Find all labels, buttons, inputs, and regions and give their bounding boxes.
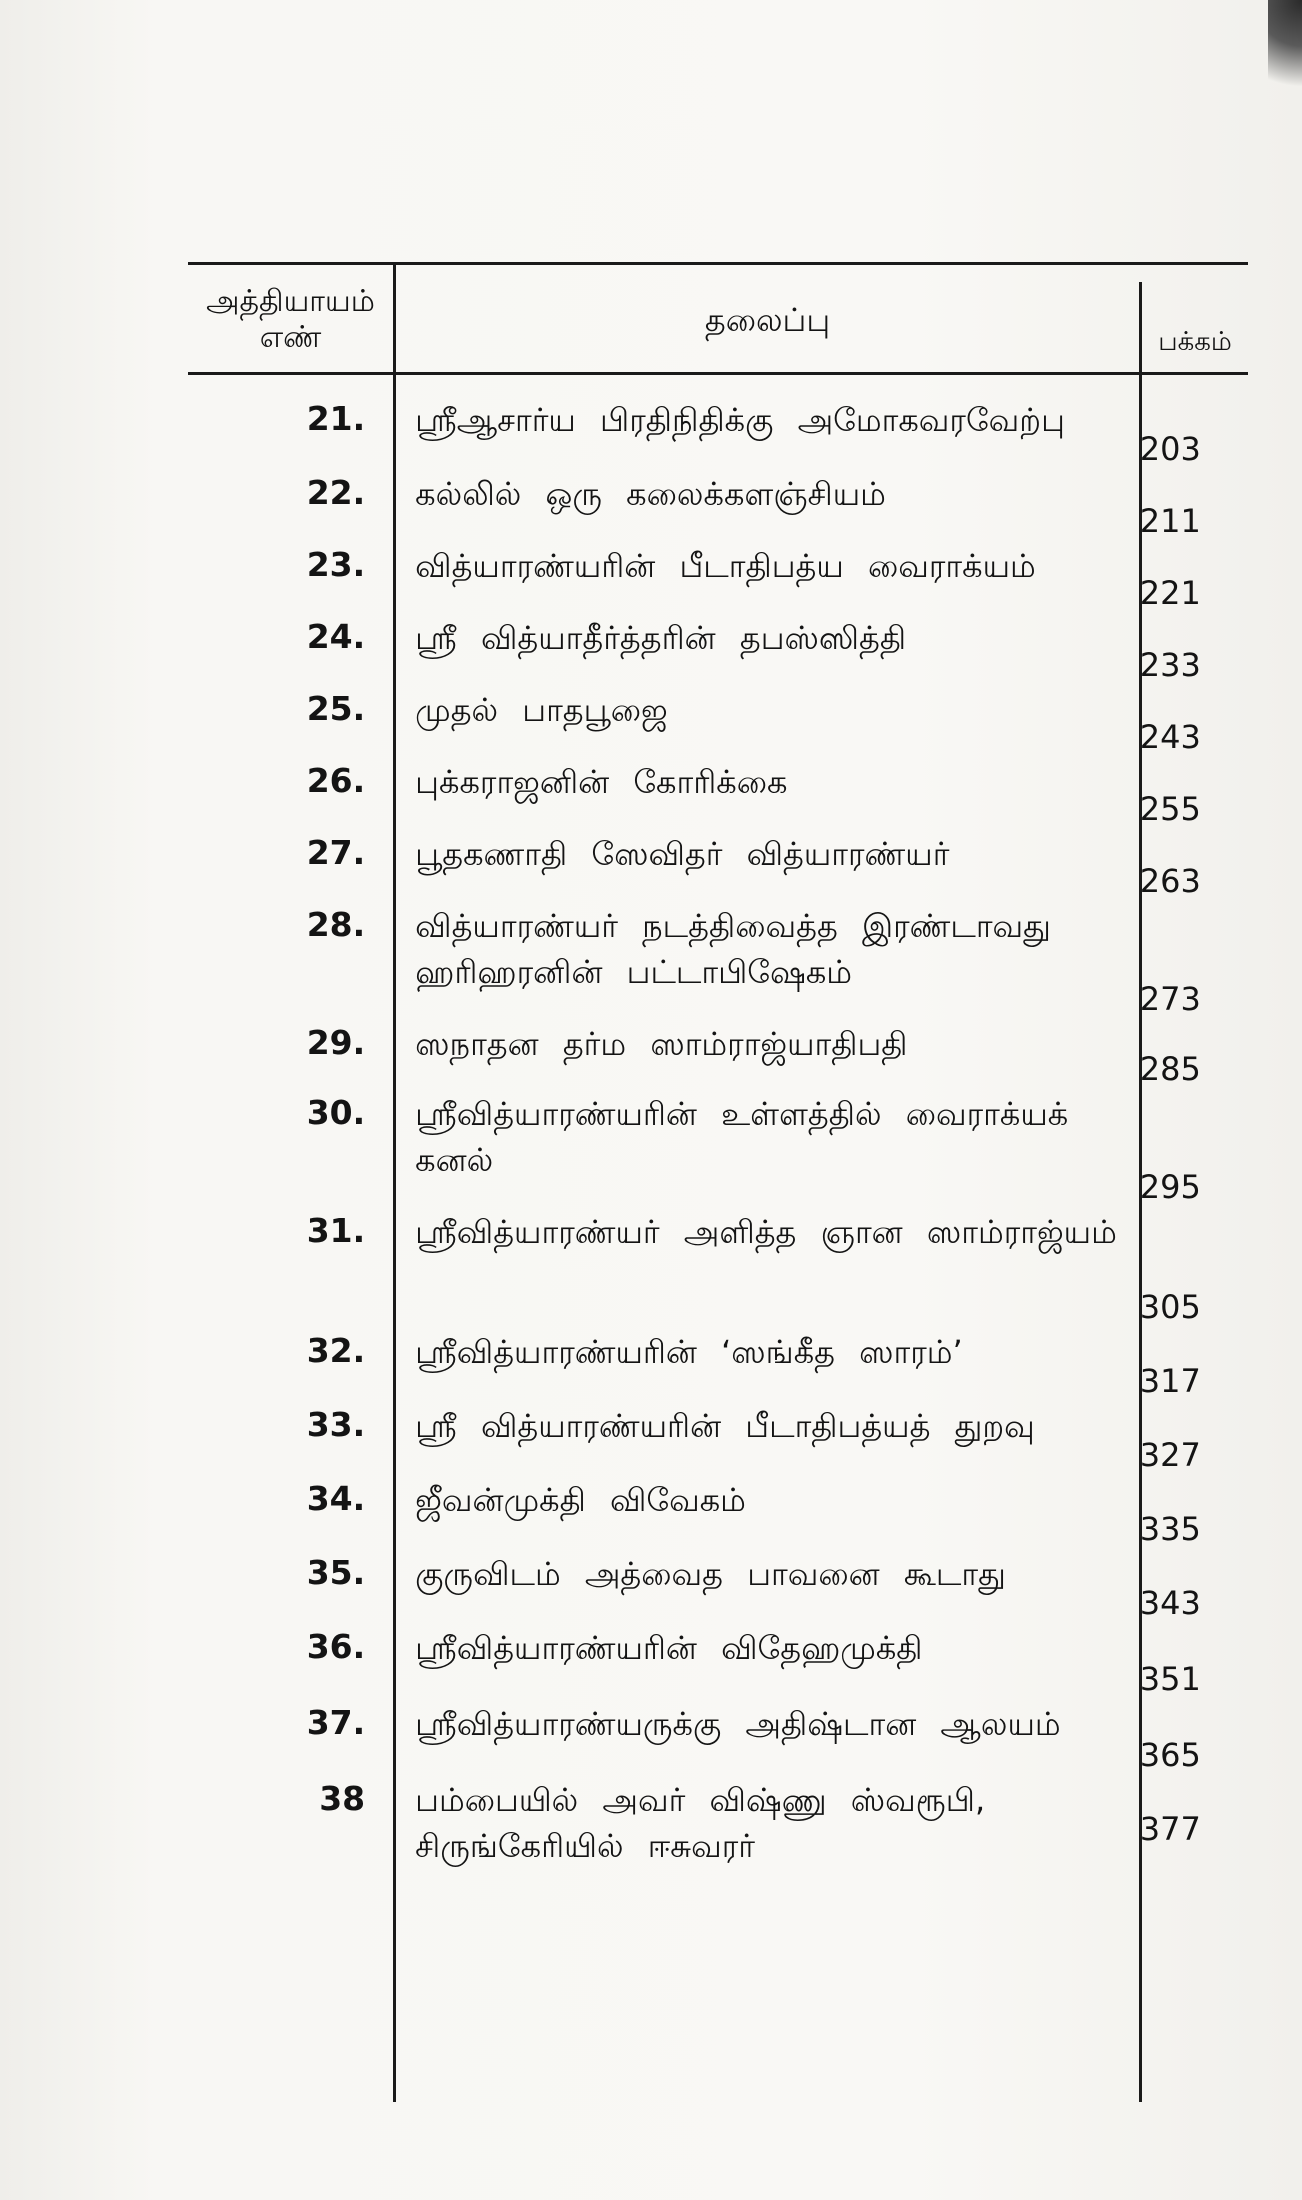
chapter-title: முதல் பாதபூஜை xyxy=(415,691,668,729)
toc-row xyxy=(188,1091,1248,1209)
chapter-number: 24. xyxy=(306,617,366,656)
toc-row xyxy=(188,1551,1248,1625)
chapter-title: வித்யாரண்யர் நடத்திவைத்த இரண்டாவது ஹரிஹரனின் பட்டாபிஷேகம் xyxy=(415,907,1051,991)
chapter-number: 28. xyxy=(306,905,366,944)
chapter-number: 26. xyxy=(306,761,366,800)
page-number: 351 xyxy=(1139,1660,1201,1698)
chapter-number: 25. xyxy=(306,689,366,728)
page-number: 305 xyxy=(1139,1288,1201,1326)
toc-row xyxy=(188,1625,1248,1701)
chapter-title: ஸநாதன தர்ம ஸாம்ராஜ்யாதிபதி xyxy=(415,1025,908,1063)
page-number: 343 xyxy=(1139,1584,1201,1622)
toc-row xyxy=(188,615,1248,687)
toc-rows xyxy=(188,397,1248,1865)
chapter-number: 23. xyxy=(306,545,366,584)
page-number: 211 xyxy=(1139,502,1201,540)
table-of-contents xyxy=(188,262,1248,2102)
chapter-title: கல்லில் ஒரு கலைக்களஞ்சியம் xyxy=(415,475,886,513)
chapter-title: ஸ்ரீவித்யாரண்யரின் உள்ளத்தில் வைராக்யக் கனல் xyxy=(415,1095,1069,1179)
chapter-title: புக்கராஜனின் கோரிக்கை xyxy=(415,763,788,801)
chapter-title: ஸ்ரீவித்யாரண்யரின் ‘ஸங்கீத ஸாரம்’ xyxy=(415,1333,963,1371)
toc-row xyxy=(188,1403,1248,1477)
toc-row xyxy=(188,471,1248,543)
chapter-title: ஸ்ரீ வித்யாரண்யரின் பீடாதிபத்யத் துறவு xyxy=(415,1407,1035,1445)
chapter-number: 34. xyxy=(306,1479,366,1518)
header-page: பக்கம் xyxy=(1158,327,1232,357)
chapter-number: 35. xyxy=(306,1553,366,1592)
chapter-number: 21. xyxy=(306,399,366,438)
chapter-number: 31. xyxy=(306,1211,366,1250)
page-number: 273 xyxy=(1139,980,1201,1018)
page-number: 255 xyxy=(1139,790,1201,828)
chapter-number: 38 xyxy=(319,1779,366,1818)
toc-row xyxy=(188,543,1248,615)
chapter-number: 36. xyxy=(306,1627,366,1666)
chapter-title: பூதகணாதி ஸேவிதர் வித்யாரண்யர் xyxy=(415,835,950,873)
page-number: 335 xyxy=(1139,1510,1201,1548)
toc-row xyxy=(188,397,1248,471)
toc-row xyxy=(188,1329,1248,1403)
page-number: 377 xyxy=(1139,1810,1201,1848)
toc-row xyxy=(188,687,1248,759)
chapter-number: 27. xyxy=(306,833,366,872)
page-number: 327 xyxy=(1139,1436,1201,1474)
toc-row xyxy=(188,1777,1248,1865)
chapter-title: வித்யாரண்யரின் பீடாதிபத்ய வைராக்யம் xyxy=(415,547,1036,585)
chapter-title: ஜீவன்முக்தி விவேகம் xyxy=(415,1481,746,1519)
page-number: 263 xyxy=(1139,862,1201,900)
chapter-title: ஸ்ரீவித்யாரண்யர் அளித்த ஞான ஸாம்ராஜ்யம் xyxy=(415,1213,1117,1251)
chapter-title: ஸ்ரீவித்யாரண்யரின் விதேஹமுக்தி xyxy=(415,1629,923,1667)
toc-row xyxy=(188,759,1248,831)
header-bottom-rule xyxy=(188,372,1248,375)
toc-row xyxy=(188,1477,1248,1551)
page-number: 295 xyxy=(1139,1168,1201,1206)
header-top-rule xyxy=(188,262,1248,265)
chapter-number: 29. xyxy=(306,1023,366,1062)
chapter-number: 32. xyxy=(306,1331,366,1370)
header-title: தலைப்பு xyxy=(704,301,831,339)
chapter-title: குருவிடம் அத்வைத பாவனை கூடாது xyxy=(415,1555,1006,1593)
page-number: 233 xyxy=(1139,646,1201,684)
page-number: 285 xyxy=(1139,1050,1201,1088)
toc-row xyxy=(188,1021,1248,1091)
page-number: 203 xyxy=(1139,430,1201,468)
header-chapter-number: அத்தியாயம் எண் xyxy=(206,284,375,355)
chapter-title: ஸ்ரீஆசார்ய பிரதிநிதிக்கு அமோகவரவேற்பு xyxy=(415,401,1065,439)
toc-row xyxy=(188,1701,1248,1777)
chapter-number: 22. xyxy=(306,473,366,512)
chapter-title: ஸ்ரீ வித்யாதீர்த்தரின் தபஸ்ஸித்தி xyxy=(415,619,907,657)
chapter-title: பம்பையில் அவர் விஷ்ணு ஸ்வரூபி, சிருங்கேரியில் ஈசுவரர் xyxy=(415,1781,986,1865)
toc-row xyxy=(188,1209,1248,1329)
page-number: 317 xyxy=(1139,1362,1201,1400)
chapter-number: 33. xyxy=(306,1405,366,1444)
page-number: 365 xyxy=(1139,1736,1201,1774)
page-number: 221 xyxy=(1139,574,1201,612)
page-number: 243 xyxy=(1139,718,1201,756)
chapter-number: 30. xyxy=(306,1093,366,1132)
chapter-title: ஸ்ரீவித்யாரண்யருக்கு அதிஷ்டான ஆலயம் xyxy=(415,1705,1061,1743)
chapter-number: 37. xyxy=(306,1703,366,1742)
page-corner-shadow xyxy=(1268,0,1302,110)
toc-row xyxy=(188,903,1248,1021)
toc-row xyxy=(188,831,1248,903)
